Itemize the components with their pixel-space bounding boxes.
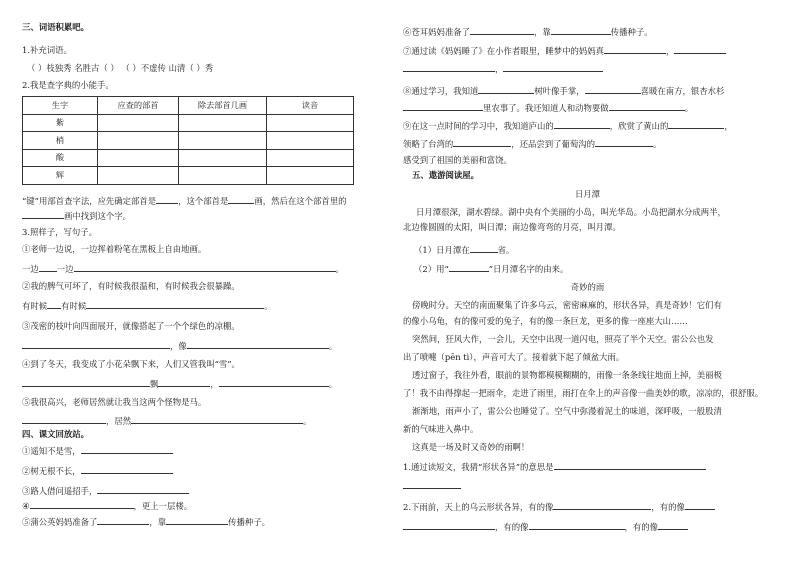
recite-line-9 xyxy=(403,120,733,132)
fill-line-3 xyxy=(22,340,337,352)
question-text: （1）日月潭在 xyxy=(414,245,470,255)
recite-text: ，欣赏了黄山的 xyxy=(609,121,669,131)
jian-text-c: 画，然后在这个部首里的 xyxy=(254,196,347,206)
answer-blank[interactable] xyxy=(403,480,461,489)
fill-label: 。 xyxy=(303,416,312,426)
question-text: ”日月潭名字的由来。 xyxy=(488,264,569,274)
section-3-title: 三、词语积累吧。 xyxy=(22,22,89,32)
table-cell-blank[interactable] xyxy=(267,132,354,150)
answer-blank[interactable] xyxy=(47,300,61,309)
passage-2-line: 出了喷嚏（pēn tì），声音可大了。接着就下起了倾盆大雨。 xyxy=(403,352,625,362)
table-header-row xyxy=(23,97,354,115)
table-row xyxy=(23,132,354,150)
table-cell-blank[interactable] xyxy=(179,149,267,167)
recite-text: 里农事了。我还知道人和动物要做 xyxy=(483,103,609,113)
passage-2-title: 奇妙的雨 xyxy=(570,282,605,292)
recite-line-5 xyxy=(22,516,270,528)
passage-2-line: 了！我不由得撑起一把雨伞，走进了雨里，雨打在伞上的声音像一曲美妙的歌，凉凉的，很舒服。 xyxy=(403,388,764,398)
recite-text: ，靠 xyxy=(149,517,167,527)
fill-label: ，居然 xyxy=(106,416,132,426)
passage-1-line: 北边像圆圆的太阳，叫日潭；南边像弯弯的月亮，叫月潭。 xyxy=(403,222,621,232)
answer-blank[interactable] xyxy=(478,85,534,94)
passage-2-q1 xyxy=(403,461,706,473)
passage-1-q1 xyxy=(414,244,514,256)
fill-line-5 xyxy=(22,415,312,427)
answer-blank[interactable] xyxy=(585,85,641,94)
passage-2-line: 的像小乌龟，有的像可爱的兔子，有的像一条巨龙，更多的像一座座大山…… xyxy=(403,316,688,326)
answer-blank[interactable] xyxy=(453,138,511,147)
example-sentence-1: ①老师一边说，一边挥着粉笔在黑板上自由地画。 xyxy=(22,244,207,254)
answer-blank[interactable] xyxy=(553,501,651,510)
fill-label: ，像 xyxy=(170,341,187,351)
answer-blank[interactable] xyxy=(22,340,170,349)
table-header: 应查的部首 xyxy=(98,97,179,115)
answer-blank[interactable] xyxy=(22,415,106,424)
fill-label: 飘 xyxy=(150,379,159,389)
example-sentence-2: ②我的脾气可坏了，有时候我很温和，有时候我会很暴躁。 xyxy=(22,281,240,291)
answer-blank[interactable] xyxy=(39,263,57,272)
answer-blank[interactable] xyxy=(503,63,603,72)
answer-blank[interactable] xyxy=(22,210,64,219)
table-row xyxy=(23,114,354,132)
fill-label: ， xyxy=(210,379,219,389)
passage-2-q2-cont xyxy=(403,521,688,533)
passage-2-line: 新的气味进入鼻中。 xyxy=(403,424,479,434)
example-sentence-5: ⑤我很高兴，老师居然就让我当这两个怪物是马。 xyxy=(22,397,207,407)
recite-text: ⑦通过读《妈妈睡了》在小作者眼里，睡梦中的妈妈真 xyxy=(403,46,604,56)
recite-text: 树叶像手掌， xyxy=(534,86,585,96)
question-text: ，有的像 xyxy=(651,502,685,512)
table-cell-blank[interactable] xyxy=(98,114,179,132)
question-text: ，有的像 xyxy=(624,522,658,532)
table-cell-blank[interactable] xyxy=(98,132,179,150)
table-row xyxy=(23,149,354,167)
table-cell-blank[interactable] xyxy=(179,167,267,185)
recite-text: ②树无根不长， xyxy=(22,466,81,476)
jian-text-b: ，这个部首是 xyxy=(178,196,229,206)
answer-blank[interactable] xyxy=(403,63,495,72)
answer-blank[interactable] xyxy=(86,300,264,309)
answer-blank[interactable] xyxy=(595,138,653,147)
recite-text: ，靠 xyxy=(534,27,551,37)
answer-blank[interactable] xyxy=(470,26,534,35)
answer-blank[interactable] xyxy=(551,26,611,35)
recite-line-1 xyxy=(22,445,173,457)
table-header: 生字 xyxy=(23,97,98,115)
recite-text: ⑧通过学习，我知道 xyxy=(403,86,479,96)
fill-label: 有时候 xyxy=(61,301,87,311)
question-text: ，有的像 xyxy=(495,522,529,532)
table-cell-blank[interactable] xyxy=(267,114,354,132)
example-sentence-3: ③茂密的枝叶向四面展开，就像搭起了一个个绿色的凉棚。 xyxy=(22,321,240,331)
jian-question-line1 xyxy=(22,195,347,207)
recite-text: ， xyxy=(495,64,504,74)
answer-blank[interactable] xyxy=(30,500,134,509)
jian-text-a: “键”用部首查字法，应先确定部首是 xyxy=(22,196,157,206)
passage-2-q2 xyxy=(403,501,715,513)
q3-title: 3.照样子，写句子。 xyxy=(22,227,97,237)
fill-label: 。 xyxy=(328,379,338,389)
passage-1-title: 日月潭 xyxy=(574,189,601,199)
answer-blank[interactable] xyxy=(156,195,178,204)
answer-blank[interactable] xyxy=(74,263,336,272)
answer-blank[interactable] xyxy=(22,378,150,387)
section-5-title: 五、遨游阅读屋。 xyxy=(412,170,479,180)
answer-blank[interactable] xyxy=(554,120,610,129)
question-text: （2）用“ xyxy=(414,264,449,274)
passage-2-line: 透过窗子，我往外看，眼前的景物都模模糊糊的，雨像一条条线往地面上掉，美丽极 xyxy=(412,370,722,380)
recite-text: ，还品尝到了葡萄沟的 xyxy=(511,139,595,149)
passage-2-q1-cont xyxy=(403,480,461,492)
passage-2-line: 傍晚时分。天空的南面聚集了许多乌云，密密麻麻的，形状各异，真是奇妙！它们有 xyxy=(412,300,722,310)
table-header: 除去部首几画 xyxy=(179,97,267,115)
answer-blank[interactable] xyxy=(81,465,173,474)
passage-1-line: 日月潭很深，湖水碧绿。湖中央有个美丽的小岛，叫光华岛。小岛把湖水分成两半， xyxy=(416,207,726,217)
recite-text: ⑥苍耳妈妈准备了 xyxy=(403,27,470,37)
table-header: 读音 xyxy=(267,97,354,115)
answer-blank[interactable] xyxy=(158,378,210,387)
recite-text: 领略了台湾的 xyxy=(403,139,454,149)
fill-label: 一边 xyxy=(56,264,74,274)
recite-text: ， xyxy=(666,46,675,56)
table-cell-char: 梢 xyxy=(23,132,98,150)
passage-1-q2 xyxy=(414,263,568,275)
fill-line-2 xyxy=(22,300,273,312)
question-text: 省。 xyxy=(497,245,515,255)
answer-blank[interactable] xyxy=(554,461,706,470)
table-cell-char: 紫 xyxy=(23,114,98,132)
recite-text: ①遥知不是雪， xyxy=(22,446,81,456)
fill-line-1 xyxy=(22,263,344,275)
recite-line-2 xyxy=(22,465,173,477)
recite-line-8b xyxy=(403,102,693,114)
recite-text: ④ xyxy=(22,501,30,511)
recite-text: 。 xyxy=(684,103,693,113)
passage-2-line: 这真是一场及时又奇妙的雨啊！ xyxy=(412,442,530,452)
answer-blank[interactable] xyxy=(685,501,715,510)
answer-blank[interactable] xyxy=(131,415,303,424)
answer-blank[interactable] xyxy=(403,521,495,530)
answer-blank[interactable] xyxy=(187,340,329,349)
answer-blank[interactable] xyxy=(166,516,228,525)
answer-blank[interactable] xyxy=(403,102,483,111)
table-cell-blank[interactable] xyxy=(267,149,354,167)
answer-blank[interactable] xyxy=(219,378,329,387)
recite-line-6 xyxy=(403,26,653,38)
table-cell-char: 辉 xyxy=(23,167,98,185)
recite-text: 。 xyxy=(653,139,662,149)
table-cell-blank[interactable] xyxy=(179,132,267,150)
fill-label: 。 xyxy=(335,264,344,274)
table-cell-blank[interactable] xyxy=(98,167,179,185)
recite-text: ， xyxy=(724,121,733,131)
jian-question-line2 xyxy=(22,210,131,222)
q1-title: 1.补充词语。 xyxy=(22,45,72,55)
q2-title: 2.我是查字典的小能手。 xyxy=(22,80,114,90)
answer-blank[interactable] xyxy=(81,445,173,454)
fill-label: 有时候 xyxy=(22,301,48,311)
answer-blank[interactable] xyxy=(228,195,254,204)
recite-line-7b xyxy=(403,63,603,75)
recite-text: 传播种子。 xyxy=(610,27,653,37)
answer-blank[interactable] xyxy=(529,521,625,530)
recite-line-9b xyxy=(403,138,661,150)
table-cell-char: 酸 xyxy=(23,149,98,167)
section-4-title: 四、课文回放站。 xyxy=(22,429,89,439)
answer-blank[interactable] xyxy=(97,516,149,525)
recite-text: ⑤蒲公英妈妈准备了 xyxy=(22,517,98,527)
recite-line-7 xyxy=(403,45,726,57)
passage-2-line: 突然间，狂风大作，一会儿，天空中出现一道闪电，照亮了半个天空。雷公公也发 xyxy=(412,334,714,344)
recite-line-4 xyxy=(22,500,192,512)
recite-line-8 xyxy=(403,85,724,97)
table-cell-blank[interactable] xyxy=(267,167,354,185)
fill-label: 。 xyxy=(264,301,273,311)
jian-text-d: 画中找到这个字。 xyxy=(64,211,131,221)
question-text: 2.下雨前，天上的乌云形状各异，有的像 xyxy=(403,502,554,512)
table-cell-blank[interactable] xyxy=(98,149,179,167)
dictionary-table xyxy=(22,96,354,185)
table-row xyxy=(23,167,354,185)
question-text: 1.通过读短文，我猜“形状各异”的意思是 xyxy=(403,462,554,472)
recite-text: ，更上一层楼。 xyxy=(133,501,193,511)
answer-blank[interactable] xyxy=(97,485,189,494)
answer-blank[interactable] xyxy=(668,120,724,129)
recite-text: ⑨在这一点时间的学习中，我知道庐山的 xyxy=(403,121,554,131)
recite-line-3 xyxy=(22,485,189,497)
answer-blank[interactable] xyxy=(609,102,685,111)
passage-2-line: 渐渐地，雨声小了，雷公公也睡觉了。空气中弥漫着泥土的味道，深呼吸，一般股清 xyxy=(412,406,722,416)
recite-line-9c: 感受到了祖国的美丽和富饶。 xyxy=(403,155,512,165)
recite-text: ③路人借问遥招手， xyxy=(22,486,98,496)
fill-line-4 xyxy=(22,378,337,390)
answer-blank[interactable] xyxy=(470,244,498,253)
answer-blank[interactable] xyxy=(449,263,489,272)
example-sentence-4: ④到了冬天，我变成了小花朵飘下来，人们又管我叫“雪”。 xyxy=(22,359,240,369)
table-cell-blank[interactable] xyxy=(179,114,267,132)
recite-text: 传播种子。 xyxy=(228,517,270,527)
answer-blank[interactable] xyxy=(604,45,666,54)
answer-blank[interactable] xyxy=(674,45,726,54)
fill-label: 一边 xyxy=(22,264,39,274)
recite-text: 喜暖在南方，银杏水杉 xyxy=(640,86,725,96)
answer-blank[interactable] xyxy=(658,521,688,530)
q1-idiom-line: （ ）枝独秀 名胜古（ ） （ ）不虚传 山清（ ）秀 xyxy=(27,63,214,73)
fill-label: 。 xyxy=(328,341,338,351)
